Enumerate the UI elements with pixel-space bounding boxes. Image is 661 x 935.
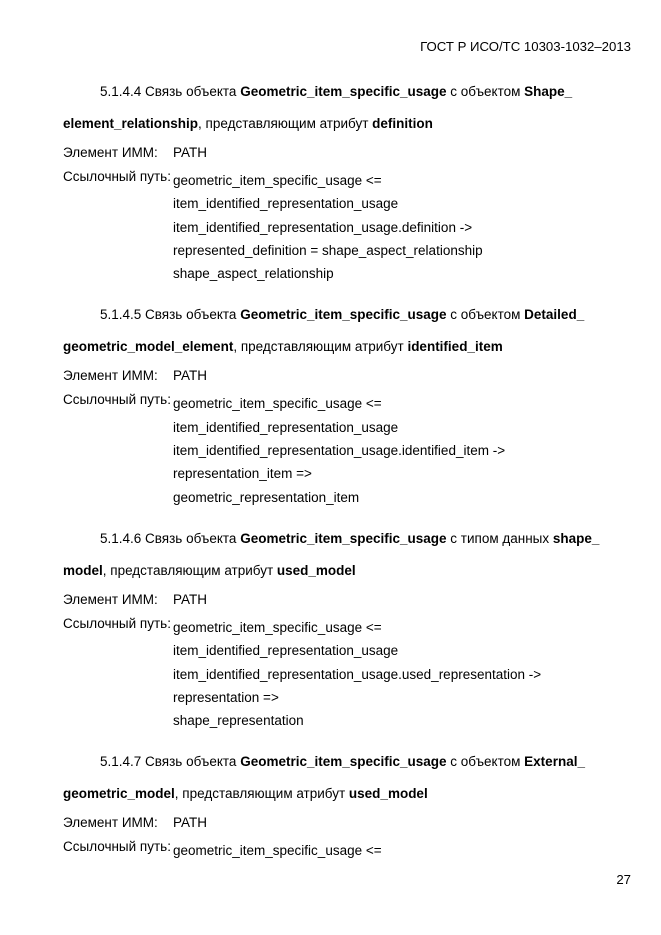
- imm-row: [63, 588, 619, 611]
- path-line: geometric_item_specific_usage <=: [173, 619, 382, 635]
- path-label: Ссылочный путь:: [63, 615, 171, 631]
- path-line: item_identified_representation_usage.identified_item ->: [173, 443, 506, 459]
- imm-row: [63, 364, 619, 387]
- imm-value: PATH: [173, 145, 208, 160]
- heading-run: used_model: [276, 562, 356, 578]
- heading-run: geometric_model: [63, 786, 175, 802]
- document-header: ГОСТ Р ИСО/ТС 10303-1032–2013: [420, 39, 631, 54]
- path-line: item_identified_representation_usage: [173, 643, 399, 659]
- heading-run: model: [63, 562, 103, 578]
- path-lines: [173, 839, 619, 862]
- heading-run: , представляющим атрибут: [102, 562, 277, 578]
- heading-run: с объектом: [446, 84, 525, 99]
- section-heading-line1: [63, 76, 619, 108]
- heading-run: definition: [372, 116, 433, 131]
- path-lines: [173, 616, 619, 732]
- imm-row: [63, 811, 619, 834]
- path-lines: [173, 392, 619, 508]
- section-heading: [63, 746, 619, 810]
- heading-run: , представляющим атрибут: [174, 786, 349, 802]
- imm-label: Элемент ИММ:: [63, 591, 158, 607]
- section-heading: [63, 523, 619, 587]
- path-label: Ссылочный путь:: [63, 839, 171, 855]
- section: [63, 746, 619, 862]
- path-row: [63, 616, 619, 732]
- heading-run: с объектом: [446, 307, 525, 323]
- heading-run: Geometric_item_specific_usage: [240, 754, 447, 770]
- path-label: Ссылочный путь:: [63, 169, 171, 184]
- heading-run: 5.1.4.5 Связь объекта: [100, 307, 241, 323]
- path-label: Ссылочный путь:: [63, 392, 171, 408]
- section: [63, 76, 619, 285]
- path-row: [63, 839, 619, 862]
- heading-run: с типом данных: [446, 530, 553, 546]
- heading-run: , представляющим атрибут: [233, 339, 408, 355]
- path-line: item_identified_representation_usage: [173, 196, 399, 212]
- heading-run: shape_: [552, 530, 600, 546]
- heading-run: Geometric_item_specific_usage: [240, 84, 447, 99]
- path-line: shape_representation: [173, 713, 304, 729]
- path-line: item_identified_representation_usage.definition ->: [173, 219, 473, 235]
- path-line: represented_definition = shape_aspect_relationship: [173, 242, 483, 258]
- path-line: item_identified_representation_usage.used_representation ->: [173, 666, 542, 682]
- heading-run: Geometric_item_specific_usage: [240, 307, 447, 323]
- section-heading-line2: [63, 555, 619, 587]
- section-heading-line1: [63, 746, 619, 778]
- sections: [63, 76, 619, 877]
- heading-run: identified_item: [407, 339, 503, 355]
- path-line: item_identified_representation_usage: [173, 419, 399, 435]
- section-heading: [63, 299, 619, 363]
- path-line: geometric_representation_item: [173, 489, 360, 505]
- path-row: [63, 392, 619, 508]
- section-heading-line2: [63, 108, 619, 140]
- heading-run: с объектом: [446, 754, 525, 770]
- path-line: geometric_item_specific_usage <=: [173, 843, 382, 859]
- section-heading-line1: [63, 523, 619, 555]
- path-line: shape_aspect_relationship: [173, 266, 334, 282]
- path-line: representation_item =>: [173, 466, 312, 482]
- path-row: [63, 169, 619, 285]
- section-heading-line1: [63, 299, 619, 331]
- path-line: geometric_item_specific_usage <=: [173, 173, 382, 188]
- heading-run: 5.1.4.6 Связь объекта: [100, 530, 241, 546]
- section: [63, 299, 619, 508]
- imm-value: PATH: [173, 368, 208, 384]
- path-line: representation =>: [173, 689, 279, 705]
- heading-run: Geometric_item_specific_usage: [240, 530, 447, 546]
- section-heading-line2: [63, 778, 619, 810]
- heading-run: Shape_: [524, 84, 573, 99]
- section-heading: [63, 76, 619, 140]
- section: [63, 523, 619, 732]
- path-lines: [173, 169, 619, 285]
- path-line: geometric_item_specific_usage <=: [173, 396, 382, 412]
- imm-label: Элемент ИММ:: [63, 815, 158, 831]
- imm-label: Элемент ИММ:: [63, 368, 158, 384]
- page-number: 27: [616, 872, 631, 887]
- heading-run: Detailed_: [524, 307, 585, 323]
- imm-value: PATH: [173, 815, 208, 831]
- heading-run: element_relationship: [63, 116, 199, 131]
- imm-label: Элемент ИММ:: [63, 145, 158, 160]
- heading-run: 5.1.4.4 Связь объекта: [100, 84, 241, 99]
- imm-value: PATH: [173, 591, 208, 607]
- heading-run: 5.1.4.7 Связь объекта: [100, 754, 241, 770]
- imm-row: [63, 141, 619, 164]
- heading-run: geometric_model_element: [63, 339, 234, 355]
- heading-run: used_model: [348, 786, 428, 802]
- section-heading-line2: [63, 331, 619, 363]
- heading-run: External_: [524, 754, 585, 770]
- heading-run: , представляющим атрибут: [198, 116, 373, 131]
